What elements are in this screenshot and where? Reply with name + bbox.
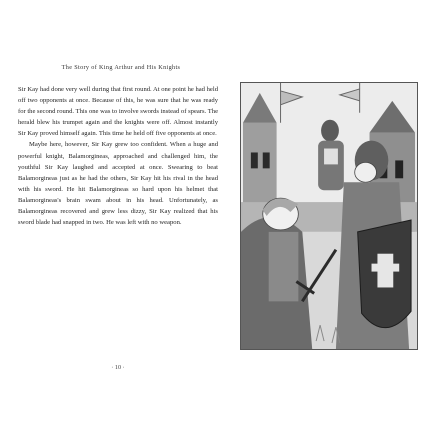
tower-window bbox=[251, 152, 258, 168]
background-knight-body bbox=[318, 141, 344, 191]
background-knight-tabard bbox=[324, 149, 338, 165]
paragraph-1: Sir Kay had done very well during that first round. At one point he had held off two opponents at once. Because of this, he was sure that he was ready for the second round. This one was to involve swords instead of spears. The herald blew his trumpet again and the knights were off. Almost instantly Sir Kay proved himself again. This time he held off five opponents at once. bbox=[18, 86, 218, 138]
body-text bbox=[18, 84, 218, 228]
tower-window-4 bbox=[395, 160, 403, 178]
tower-window-2 bbox=[263, 152, 270, 168]
illustration-knights bbox=[240, 82, 418, 350]
sir-kay-tunic bbox=[269, 232, 299, 301]
background-knight-helmet bbox=[321, 120, 339, 142]
running-head: The Story of King Arthur and His Knights bbox=[61, 64, 181, 71]
paragraph-2: Maybe here, however, Sir Kay grew too confident. When a huge and powerful knight, Balamorgineas, approached and challenged him, the youthful Sir Kay laughed and accepted at once. Swearing to beat Balamorgineas just as he had the others, Sir Kay hit his rival in the head with his sword. He hit Balamorgineas so hard upon his helmet that Balamorgineas's brain swam about in his head. Unfortunately, as Balamorgineas recovered and grew less dizzy, Sir Kay realized that his sword blade had snapped in two. He was left with no weapon. bbox=[18, 141, 218, 227]
shield-emblem-bar bbox=[372, 264, 400, 272]
knights-illustration-art bbox=[241, 83, 417, 349]
page-number: · 10 · bbox=[111, 364, 125, 371]
balamorgineas-face bbox=[355, 162, 377, 182]
